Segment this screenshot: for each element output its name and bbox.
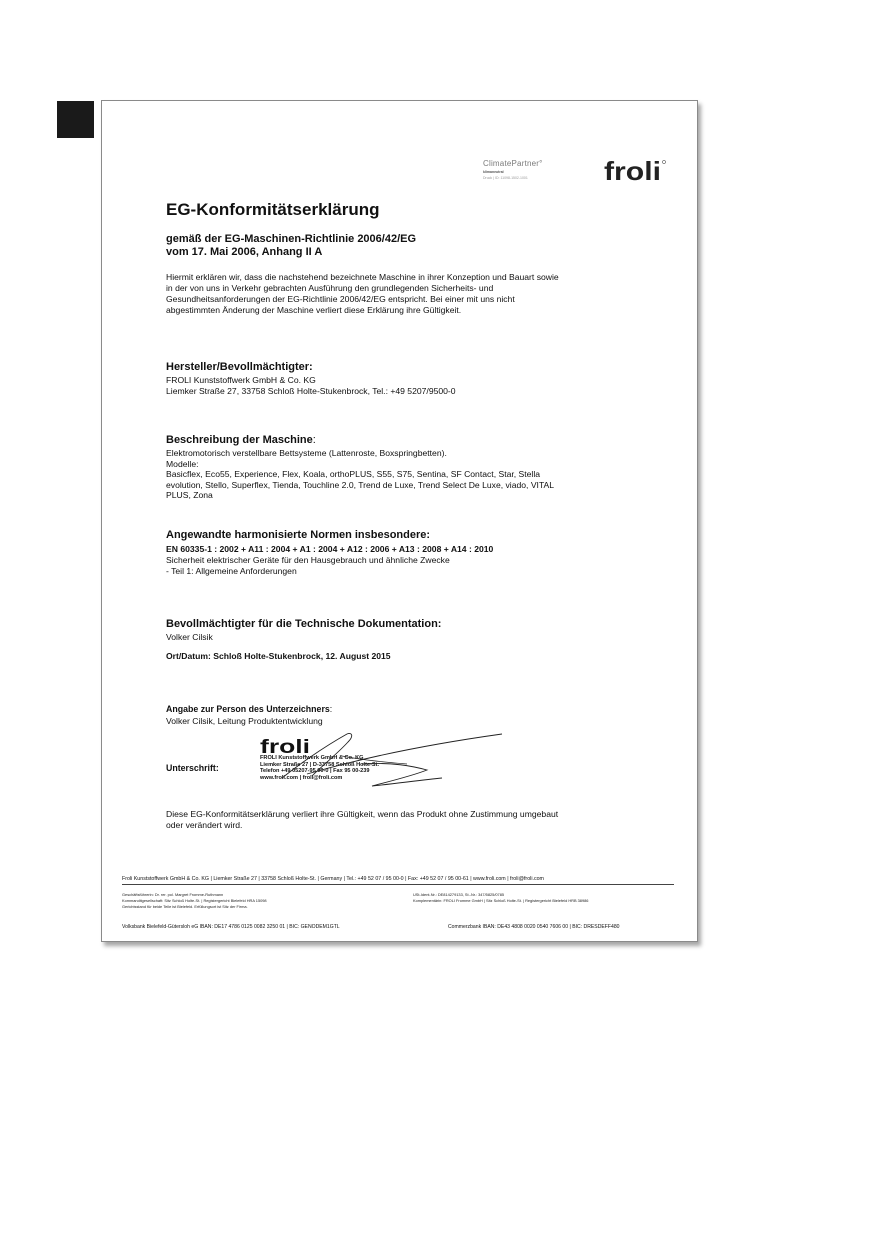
norm-standard: EN 60335-1 : 2002 + A11 : 2004 + A1 : 2004 + A12 : 2006 + A13 : 2008 + A14 : 2010 [166,544,494,554]
machine-line: PLUS, Zona [166,490,213,500]
norms-heading: Angewandte harmonisierte Normen insbesondere: [166,529,431,541]
document-subtitle [166,233,416,258]
footer-bank-commerzbank: Commerzbank IBAN: DE43 4808 0020 0540 7606 00 | BIC: DRESDEFF480 [448,924,620,930]
place-date: Ort/Datum: Schloß Holte-Stukenbrock, 12. August 2015 [166,651,391,661]
climate-partner-badge [483,159,563,180]
manufacturer-details [166,375,456,396]
signatory-heading-colon: : [329,704,333,714]
signature-label: Unterschrift: [166,763,219,773]
machine-heading-text: Beschreibung der Maschine [166,434,313,446]
footer-legal-line: USt-Ident-Nr.: DE814279133, St.-Nr.: 347/5825/0785 [413,892,505,897]
stamp-line: FROLI Kunststoffwerk GmbH & Co. KG [260,755,364,761]
handwritten-signature [252,726,512,796]
intro-line: abgestimmten Änderung der Maschine verliert diese Erklärung ihre Gültigkeit. [166,305,462,315]
declaration-document [101,100,698,942]
machine-line: Elektromotorisch verstellbare Bettsysteme (Lattenroste, Boxspringbetten). [166,448,447,458]
machine-heading [166,434,316,446]
froli-logo [604,158,666,184]
climate-partner-id: Druck | ID: 11098-1502-1001 [483,176,528,180]
intro-line: Hiermit erklären wir, dass die nachstehend bezeichnete Maschine in ihrer Konzeption und Bauart sowie [166,272,559,282]
norms-line: - Teil 1: Allgemeine Anforderungen [166,565,297,576]
manufacturer-line: Liemker Straße 27, 33758 Schloß Holte-Stukenbrock, Tel.: +49 5207/9500-0 [166,385,456,396]
climate-partner-title: ClimatePartner° [483,159,543,168]
footer-legal-line: Geschäftsführerin: Dr. rer. pol. Margret Fromme-Ruthmann [122,892,224,897]
manufacturer-line: FROLI Kunststoffwerk GmbH & Co. KG [166,375,316,385]
stamp-logo-text: froli [260,737,310,755]
norms-description [166,555,450,576]
manufacturer-heading: Hersteller/Bevollmächtigter: [166,361,313,373]
froli-logo-text: froli [604,158,661,184]
subtitle-line: gemäß der EG-Maschinen-Richtlinie 2006/42/EG [166,233,417,245]
footer-contact-line: Froli Kunststoffwerk GmbH & Co. KG | Liemker Straße 27 | 33758 Schloß Holte-St. | Germany | Tel.: +49 52 07 / 95 00-0 | Fax: +49 52 07 / 95 00-61 | www.froli.com | froli@froli.com [122,876,674,885]
signatory-heading-text: Angabe zur Person des Unterzeichners [166,704,330,714]
closing-paragraph [166,809,646,831]
climate-partner-subtitle: klimaneutral [483,170,504,174]
closing-line: oder verändert wird. [166,820,243,830]
machine-line: Basicflex, Eco55, Experience, Flex, Koala, orthoPLUS, S55, S75, Sentina, SF Contact, Star, Stella [166,469,541,479]
page-tab-marker [57,101,94,138]
document-title: EG-Konformitätserklärung [166,200,380,219]
machine-line: evolution, Stello, Superflex, Tienda, Touchline 2.0, Trend de Luxe, Trend Select De Luxe, viado, VITAL [166,479,555,490]
footer-legal-line: Kommanditgesellschaft: Sitz Schloß Holte-St. | Registergericht Bielefeld HRA 15098 [122,897,267,903]
footer-legal-line: Komplementärin: FROLI Fromme GmbH | Sitz Schloß Holte-St. | Registergericht Bielefeld HRB 38986 [413,897,589,903]
intro-line: in der von uns in Verkehr gebrachten Ausführung den grundlegenden Sicherheits- und [166,283,494,293]
intro-paragraph [166,272,636,316]
machine-line: Modelle: [166,458,199,469]
footer-bank-volksbank: Volksbank Bielefeld-Gütersloh eG IBAN: DE17 4786 0125 0082 3250 01 | BIC: GENODEM1GTL [122,924,340,930]
stamp-line: Liemker Straße 27 | D-33758 Schloß Holte-St. [260,761,380,768]
closing-line: Diese EG-Konformitätserklärung verliert ihre Gültigkeit, wenn das Produkt ohne Zustimmung umgebaut [166,809,559,819]
footer-legal-line: Gerichtsstand für beide Teile ist Bielefeld. Erfüllungsort ist Sitz der Firma. [122,903,248,909]
stamp-line: www.froli.com | froli@froli.com [260,774,343,781]
machine-heading-colon: : [312,434,316,446]
intro-line: Gesundheitsanforderungen der EG-Richtlinie 2006/42/EG entspricht. Bei einer mit uns nicht [166,294,515,304]
stamp-line: Telefon +49 05207-95 00-0 | Fax 95 00-239 [260,768,370,775]
subtitle-line: vom 17. Mai 2006, Anhang II A [166,245,323,258]
machine-description [166,448,554,501]
documentation-name: Volker Cilsik [166,632,213,642]
signatory-heading [166,704,332,714]
footer-legal-right [413,892,588,904]
documentation-heading: Bevollmächtigter für die Technische Dokumentation: [166,618,442,630]
signatory-details: Volker Cilsik, Leitung Produktentwicklung [166,716,323,726]
norms-line: Sicherheit elektrischer Geräte für den Hausgebrauch und ähnliche Zwecke [166,555,450,565]
footer-legal-left [122,892,267,909]
